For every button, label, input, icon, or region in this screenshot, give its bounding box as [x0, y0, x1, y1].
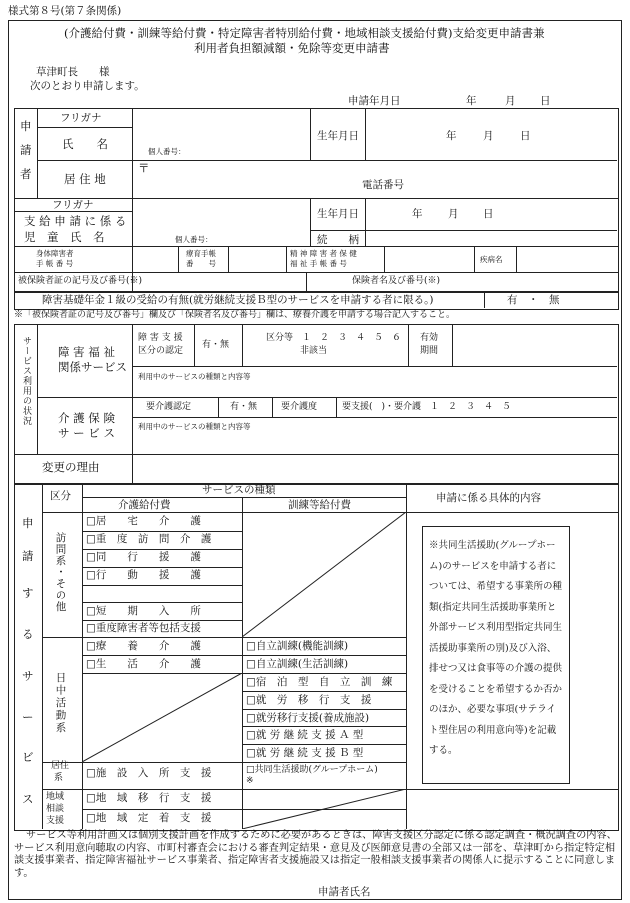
- care-cert-yesno: 有・無: [230, 402, 258, 412]
- rule: [37, 397, 617, 398]
- support-cert-yesno: 有・無: [202, 340, 230, 350]
- service-shuro-iko-yosei[interactable]: □就労移行支援(養成施設): [246, 712, 370, 724]
- care-in-use-label: 利用中のサービスの種類と内容等: [138, 422, 251, 431]
- child-relation-label: 続 柄: [317, 234, 359, 246]
- rule: [37, 160, 617, 161]
- rule: [484, 291, 485, 308]
- service-shuro-iko[interactable]: □就 労 移 行 支 援: [246, 694, 372, 706]
- request-section-8: ス: [22, 792, 34, 806]
- kubun-header: 区分: [50, 490, 71, 502]
- rule: [42, 483, 43, 829]
- rule: [14, 454, 618, 455]
- rule: [82, 620, 242, 621]
- ryoiku-handbook-label-1: 療育手帳: [186, 249, 216, 258]
- rule: [228, 246, 229, 272]
- disease-label: 疾病名: [480, 255, 503, 264]
- child-label-2: 児 童 氏 名: [24, 230, 105, 244]
- child-personal-no-label: 個人番号：: [175, 235, 213, 244]
- form-title-line1: (介護給付費・訓練等給付費・特定障害者特別給付費・地域相談支援給付費)支給変更申請書兼: [64, 26, 545, 40]
- mental-handbook-label-1: 精 神 障 害 者 保 健: [290, 249, 357, 258]
- details-header: 申請に係る具体的内容: [436, 492, 541, 504]
- rule: [82, 483, 83, 829]
- child-furigana-label: フリガナ: [52, 199, 94, 211]
- care-insurance-label-2: サ ー ビ ス: [58, 426, 115, 440]
- rule: [406, 483, 407, 829]
- care-degree-label: 要介護度: [281, 402, 318, 412]
- rule: [242, 691, 406, 692]
- application-date-year: 年: [466, 95, 477, 107]
- rule: [452, 324, 453, 366]
- valid-period-label-2: 期間: [420, 346, 439, 356]
- applicant-furigana-label: フリガナ: [60, 112, 102, 124]
- service-kodo-engo[interactable]: □行 動 援 護: [86, 569, 201, 581]
- service-judo-homon-kaigo[interactable]: □重 度 訪 問 介 護: [86, 533, 212, 545]
- category-kyoju-1: 居住: [51, 761, 70, 771]
- rule: [178, 246, 179, 272]
- insured-card-label: 被保険者証の記号及び番号(※): [18, 276, 143, 286]
- support-grade-options: 区分等 １ ２ ３ ４ ５ ６: [266, 333, 402, 343]
- service-types-header: サービスの種類: [202, 484, 276, 496]
- rule: [218, 397, 219, 417]
- rule: [242, 324, 243, 366]
- group-home-note: ※共同生活援助(グループホーム)のサービスを申請する者については、希望する事業所の種類(指定共同生活援助事業所と外部サービス利用型指定共同生活援助事業所の別)及び入浴、排せつ又は食事等の介護の提供を受けることを希望するか否かのほか、必要な事項(サテライト型住居の利用意向等)を記載する。: [429, 540, 563, 756]
- rule: [42, 762, 406, 763]
- request-section-3: す: [22, 586, 34, 600]
- rule: [14, 211, 132, 212]
- rule: [82, 497, 406, 498]
- service-seikatsu-kaigo[interactable]: □生 活 介 護: [86, 658, 201, 670]
- rule: [37, 324, 38, 454]
- rule: [306, 272, 307, 291]
- welfare-label-2: 関係サービス: [58, 360, 127, 374]
- application-date-month: 月: [505, 95, 516, 107]
- slash-line: [242, 512, 406, 637]
- service-tanki-nyusho[interactable]: □短 期 入 所: [86, 605, 201, 617]
- service-jiritsu-seikatsu[interactable]: □自立訓練(生活訓練): [246, 658, 349, 670]
- child-birth-label: 生年月日: [317, 208, 359, 220]
- applicant-section-1: 申: [20, 119, 32, 133]
- rule: [286, 246, 287, 272]
- chiiki-slash-cell: [242, 789, 406, 829]
- rule: [310, 230, 617, 231]
- category-chiiki-3: 支援: [46, 816, 65, 826]
- insurer-label: 保険者名及び番号(※): [352, 276, 441, 286]
- form-number: 様式第８号(第７条関係): [8, 5, 122, 17]
- kunren-slash-cell: [242, 512, 406, 637]
- rule: [37, 127, 132, 128]
- rule: [194, 324, 195, 366]
- application-date-day: 日: [540, 95, 551, 107]
- addressee: 草津町長 様: [36, 66, 110, 78]
- usage-section-label: サービス利用の状況: [21, 336, 31, 426]
- rule: [82, 655, 406, 656]
- applicant-name-label: 氏 名: [62, 137, 108, 151]
- request-section-1: 申: [22, 516, 34, 530]
- mental-handbook-label-2: 福 祉 手 帳 番 号: [290, 259, 347, 268]
- rule: [336, 397, 337, 417]
- child-birth-day: 日: [483, 208, 494, 220]
- applicant-birth-label: 生年月日: [317, 130, 359, 142]
- rule: [82, 585, 242, 586]
- service-jiritsu-kino[interactable]: □自立訓練(機能訓練): [246, 640, 349, 652]
- request-section-4: る: [22, 627, 34, 641]
- rule: [242, 744, 406, 745]
- service-ryoyo-kaigo[interactable]: □療 養 介 護: [86, 640, 201, 652]
- rule: [42, 637, 406, 638]
- rule: [310, 108, 311, 160]
- care-levels: 要支援( )・要介護 １ ２ ３ ４ ５: [342, 402, 512, 412]
- rule: [365, 198, 366, 246]
- intro-text: 次のとおり申請します。: [30, 80, 145, 92]
- service-chiiki-iko[interactable]: □地 域 移 行 支 援: [86, 792, 212, 804]
- applicant-address-label: 居 住 地: [64, 172, 106, 186]
- service-shuro-keizoku-b[interactable]: □就 労 継 続 支 援 Ｂ 型: [246, 747, 364, 759]
- category-homon: 訪問系・その他: [54, 532, 67, 613]
- applicant-section-2: 請: [20, 143, 32, 157]
- service-kyotaku-kaigo[interactable]: □居 宅 介 護: [86, 515, 201, 527]
- rule: [82, 567, 242, 568]
- service-judo-hokatsu[interactable]: □重度障害者等包括支援: [86, 622, 201, 634]
- category-chiiki-2: 相談: [46, 804, 65, 814]
- rule: [82, 531, 242, 532]
- rule: [310, 198, 311, 246]
- support-not-applicable: 非該当: [300, 346, 328, 356]
- rule: [132, 417, 617, 418]
- category-chiiki-1: 地域: [46, 792, 65, 802]
- postal-mark: 〒: [138, 161, 150, 175]
- rule: [82, 602, 242, 603]
- rule: [272, 397, 273, 417]
- request-section-5: サ: [22, 669, 34, 683]
- child-birth-month: 月: [448, 208, 459, 220]
- child-label-1: 支 給 申 請 に 係 る: [24, 214, 127, 228]
- rule: [242, 709, 406, 710]
- rule: [516, 246, 517, 272]
- insurance-note: ※「被保険者証の記号及び番号」欄及び「保険者名及び番号」欄は、療養介護を申請する場合記入すること。: [14, 310, 456, 320]
- signature-label: 申請者氏名: [318, 886, 371, 898]
- category-nicchu: 日中活動系: [54, 672, 67, 735]
- service-chiiki-teichaku[interactable]: □地 域 定 着 支 援: [86, 812, 212, 824]
- form-title-line2: 利用者負担額減額・免除等変更申請書: [194, 41, 390, 55]
- rule: [408, 324, 409, 366]
- applicant-section-3: 者: [20, 167, 32, 181]
- rule: [14, 198, 618, 199]
- welfare-in-use-label: 利用中のサービスの種類と内容等: [138, 372, 251, 381]
- welfare-label-1: 障 害 福 祉: [58, 345, 115, 359]
- applicant-birth-year: 年: [446, 130, 457, 142]
- service-shuro-keizoku-a[interactable]: □就 労 継 続 支 援 Ａ 型: [246, 729, 364, 741]
- request-section-2: 請: [22, 549, 34, 563]
- pension-answer: 有 ・ 無: [507, 294, 560, 306]
- rule: [365, 108, 366, 160]
- rule: [132, 108, 133, 291]
- rule: [82, 549, 242, 550]
- child-birth-year: 年: [412, 208, 423, 220]
- physical-handbook-label-2: 手 帳 番 号: [36, 259, 74, 268]
- service-group-home[interactable]: □共同生活援助(グループホーム): [246, 765, 378, 775]
- service-doko-engo[interactable]: □同 行 援 護: [86, 551, 201, 563]
- rule: [14, 246, 618, 247]
- consent-text: サービス等利用計画又は個別支援計画を作成するために必要があるときは、障害支援区分認定に係る認定調査・概況調査の内容、サービス利用意向聴取の内容、市町村審査会における審査判定結果・意見及び医師意見書の全部又は一部を、草津町から指定特定相談支援事業者、指定障害福祉サービス事業者、指定障害者支援施設又は指定一般相談支援事業者の関係人に提示することに同意します。: [14, 830, 617, 879]
- slash-line: [82, 673, 242, 762]
- rule: [242, 726, 406, 727]
- support-cert-label-2: 区分の認定: [138, 346, 184, 356]
- kaigo-slash-cell: [82, 673, 242, 762]
- applicant-phone-label: 電話番号: [362, 179, 404, 191]
- group-home-mark: ※: [246, 776, 254, 786]
- rule: [384, 246, 385, 272]
- slash-line: [242, 789, 406, 829]
- rule: [37, 108, 38, 198]
- application-date-label: 申請年月日: [348, 95, 401, 107]
- kaigo-header: 介護給付費: [118, 499, 171, 511]
- kunren-header: 訓練等給付費: [288, 499, 351, 511]
- ryoiku-handbook-label-2: 番 号: [186, 259, 216, 268]
- request-section-6: ー: [22, 710, 34, 724]
- rule: [132, 366, 617, 367]
- applicant-personal-no-label: 個人番号：: [148, 147, 186, 156]
- request-section-7: ビ: [22, 750, 34, 764]
- support-cert-label-1: 障 害 支 援: [138, 333, 183, 343]
- pension-label: 障害基礎年金１級の受給の有無(就労継続支援Ｂ型のサービスを申請する者に限る。): [42, 294, 434, 306]
- change-reason-label: 変更の理由: [42, 460, 100, 474]
- category-kyoju-2: 系: [54, 773, 64, 783]
- applicant-birth-day: 日: [520, 130, 531, 142]
- rule: [132, 324, 133, 483]
- rule: [14, 272, 618, 273]
- valid-period-label-1: 有効: [420, 333, 439, 343]
- care-insurance-label-1: 介 護 保 険: [58, 411, 115, 425]
- service-shukuhaku-jiritsu[interactable]: □宿 泊 型 自 立 訓 練: [246, 676, 393, 688]
- care-cert-label: 要介護認定: [146, 402, 192, 412]
- rule: [474, 246, 475, 272]
- service-shisetsu-nyusho[interactable]: □施 設 入 所 支 援: [86, 767, 212, 779]
- physical-handbook-label-1: 身体障害者: [36, 249, 74, 258]
- applicant-birth-month: 月: [483, 130, 494, 142]
